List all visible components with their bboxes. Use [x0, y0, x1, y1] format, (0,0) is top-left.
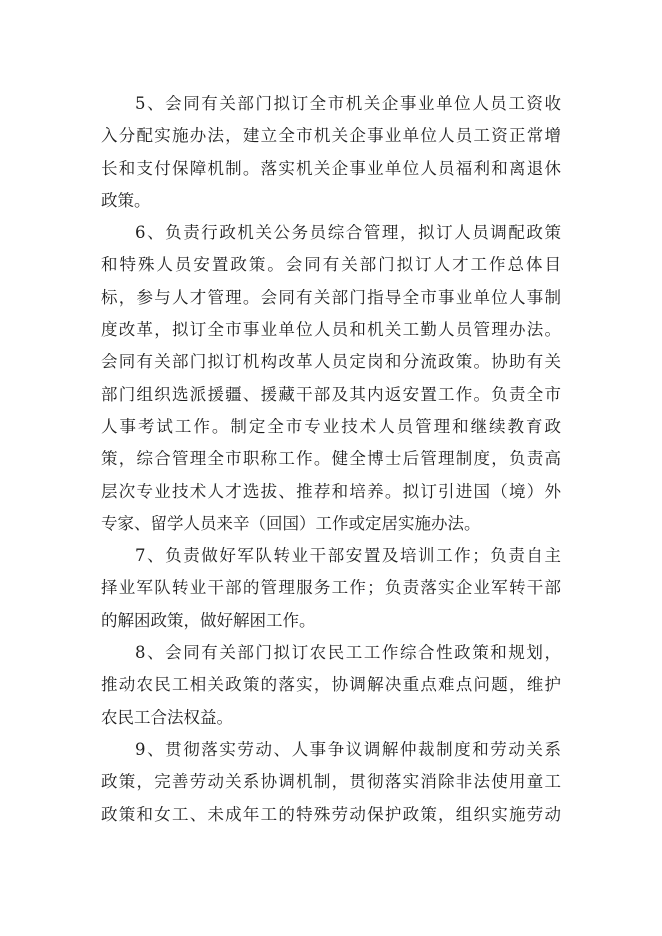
text-line: 9、贯彻落实劳动、人事争议调解仲裁制度和劳动关系	[135, 739, 561, 759]
text-line: 8、会同有关部门拟订农民工工作综合性政策和规划，	[135, 643, 561, 663]
text-line: 和特殊人员安置政策。会同有关部门拟订人才工作总体目	[101, 255, 561, 275]
paragraph-item-5	[101, 88, 561, 217]
text-line: 择业军队转业干部的管理服务工作；负责落实企业军转干部	[101, 578, 561, 598]
text-line: 推动农民工相关政策的落实，协调解决重点难点问题，维护	[101, 675, 561, 695]
text-line: 6、负责行政机关公务员综合管理，拟订人员调配政策	[135, 223, 561, 243]
text-line: 长和支付保障机制。落实机关企事业单位人员福利和离退休	[101, 158, 561, 178]
text-line: 部门组织选派援疆、援藏干部及其内返安置工作。负责全市	[101, 384, 561, 404]
document-body	[101, 88, 561, 831]
text-line: 政策。	[101, 190, 151, 210]
text-line: 会同有关部门拟订机构改革人员定岗和分流政策。协助有关	[101, 352, 561, 372]
text-line: 5、会同有关部门拟订全市机关企事业单位人员工资收	[135, 94, 561, 113]
text-line: 专家、留学人员来辛（回国）工作或定居实施办法。	[101, 513, 481, 533]
text-line: 7、负责做好军队转业干部安置及培训工作；负责自主	[135, 546, 561, 566]
text-line: 人事考试工作。制定全市专业技术人员管理和继续教育政	[101, 416, 561, 436]
text-line: 策，综合管理全市职称工作。健全博士后管理制度，负责高	[101, 449, 561, 469]
text-line: 农民工合法权益。	[101, 707, 233, 727]
paragraph-item-9	[101, 734, 561, 831]
text-line: 政策，完善劳动关系协调机制，贯彻落实消除非法使用童工	[101, 772, 561, 792]
text-line: 的解困政策，做好解困工作。	[101, 610, 316, 630]
text-line: 度改革，拟订全市事业单位人员和机关工勤人员管理办法。	[101, 320, 561, 340]
text-line: 标，参与人才管理。会同有关部门指导全市事业单位人事制	[101, 287, 561, 307]
text-line: 层次专业技术人才选拔、推荐和培养。拟订引进国（境）外	[101, 481, 561, 501]
paragraph-item-7	[101, 540, 561, 637]
paragraph-item-8	[101, 637, 561, 734]
paragraph-item-6	[101, 217, 561, 540]
text-line: 入分配实施办法，建立全市机关企事业单位人员工资正常增	[101, 126, 561, 146]
text-line: 政策和女工、未成年工的特殊劳动保护政策，组织实施劳动	[101, 804, 561, 824]
